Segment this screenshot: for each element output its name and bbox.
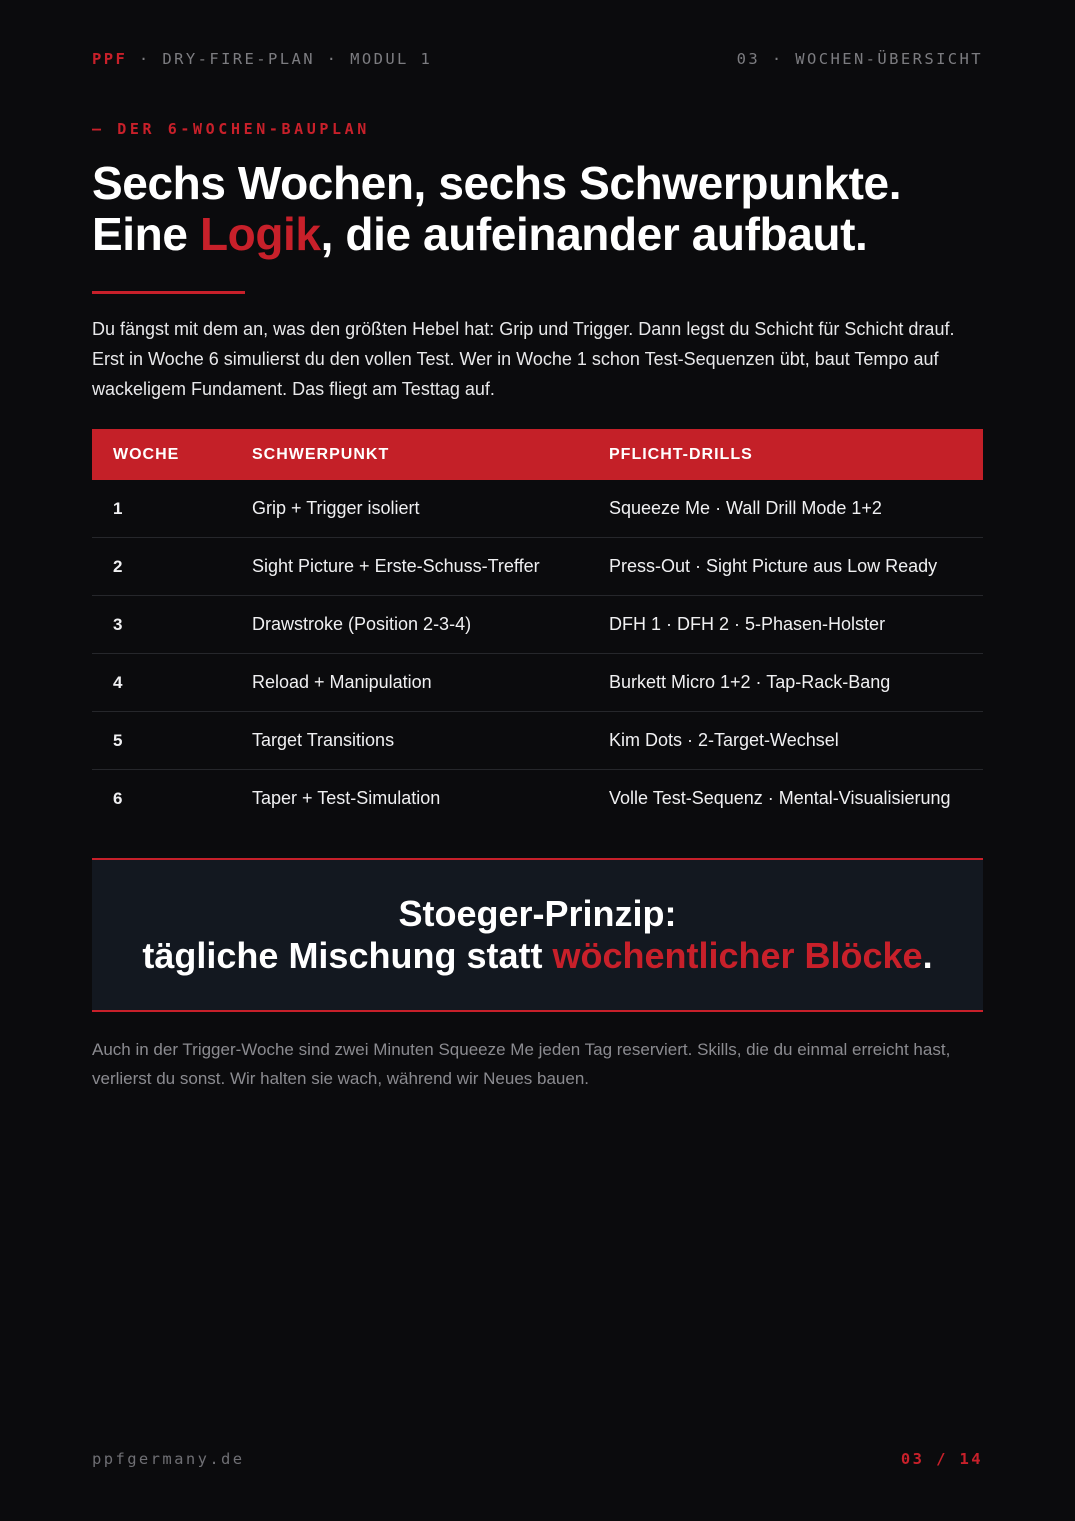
table-row bbox=[92, 596, 983, 654]
brand-label: PPF bbox=[92, 50, 128, 68]
title-line-1: Sechs Wochen, sechs Schwerpunkte. bbox=[92, 157, 902, 209]
header-separator: · bbox=[127, 50, 163, 68]
callout-line-2 bbox=[142, 935, 932, 977]
closing-note: Auch in der Trigger-Woche sind zwei Minuten Squeeze Me jeden Tag reserviert. Skills, die du einmal erreicht hast, verlierst du sonst. Wir halten sie wach, während wir Neues bauen. bbox=[92, 1040, 951, 1088]
week-number: 5 bbox=[92, 712, 252, 770]
column-header-pflicht-drills: PFLICHT-DRILLS bbox=[609, 445, 753, 463]
week-drills: Squeeze Me · Wall Drill Mode 1+2 bbox=[609, 480, 983, 538]
week-number: 6 bbox=[113, 788, 123, 808]
week-drills: Burkett Micro 1+2 · Tap-Rack-Bang bbox=[609, 654, 983, 712]
callout-line-1: Stoeger-Prinzip: bbox=[398, 893, 677, 934]
week-number: 4 bbox=[92, 654, 252, 712]
principle-callout bbox=[92, 858, 983, 1012]
section-eyebrow: — DER 6-WOCHEN-BAUPLAN bbox=[92, 120, 370, 138]
week-focus: Reload + Manipulation bbox=[252, 654, 609, 712]
week-focus: Taper + Test-Simulation bbox=[252, 788, 441, 808]
week-focus: Sight Picture + Erste-Schuss-Treffer bbox=[252, 538, 609, 596]
week-focus: Target Transitions bbox=[252, 712, 609, 770]
title-line-2-post: , die aufeinander aufbaut. bbox=[320, 208, 868, 260]
module-label: MODUL 1 bbox=[350, 50, 433, 68]
header-breadcrumb bbox=[92, 50, 432, 68]
week-number: 1 bbox=[92, 480, 252, 538]
table-row bbox=[92, 770, 983, 828]
week-drills: Volle Test-Sequenz · Mental-Visualisierung bbox=[609, 788, 951, 808]
week-plan-table bbox=[92, 429, 983, 827]
callout-accent-phrase: wöchentlicher Blöcke bbox=[552, 935, 923, 976]
week-number: 3 bbox=[92, 596, 252, 654]
series-label: DRY-FIRE-PLAN bbox=[162, 50, 315, 68]
page-title bbox=[92, 158, 992, 260]
section-label: 03 · WOCHEN-ÜBERSICHT bbox=[736, 50, 983, 68]
callout-line-2-post: . bbox=[922, 935, 933, 976]
week-drills: Kim Dots · 2-Target-Wechsel bbox=[609, 712, 983, 770]
table-header-row bbox=[92, 429, 983, 480]
header-separator: · bbox=[314, 50, 351, 68]
title-accent-word: Logik bbox=[199, 208, 321, 260]
week-focus: Drawstroke (Position 2-3-4) bbox=[252, 596, 609, 654]
callout-line-2-pre: tägliche Mischung statt bbox=[142, 935, 553, 976]
table-row bbox=[92, 538, 983, 596]
footer-website: ppfgermany.de bbox=[92, 1450, 245, 1468]
column-header-woche: WOCHE bbox=[113, 445, 180, 463]
title-underline-divider bbox=[92, 291, 245, 294]
week-drills: DFH 1 · DFH 2 · 5-Phasen-Holster bbox=[609, 596, 983, 654]
intro-paragraph: Du fängst mit dem an, was den größten Hebel hat: Grip und Trigger. Dann legst du Schicht für Schicht drauf. Erst in Woche 6 simulierst du den vollen Test. Wer in Woche 1 schon Test-Sequenzen übt, baut Tempo auf wackeligem Fundament. Das fliegt am Testtag auf. bbox=[92, 319, 955, 399]
page-number: 03 / 14 bbox=[900, 1450, 983, 1468]
page-footer bbox=[92, 1450, 983, 1468]
column-header-schwerpunkt: SCHWERPUNKT bbox=[252, 445, 390, 463]
week-focus: Grip + Trigger isoliert bbox=[252, 480, 609, 538]
week-number: 2 bbox=[92, 538, 252, 596]
table-row bbox=[92, 654, 983, 712]
page-header bbox=[92, 50, 983, 68]
table-row bbox=[92, 480, 983, 538]
week-drills: Press-Out · Sight Picture aus Low Ready bbox=[609, 538, 983, 596]
table-row bbox=[92, 712, 983, 770]
title-line-2-pre: Eine bbox=[92, 208, 200, 260]
